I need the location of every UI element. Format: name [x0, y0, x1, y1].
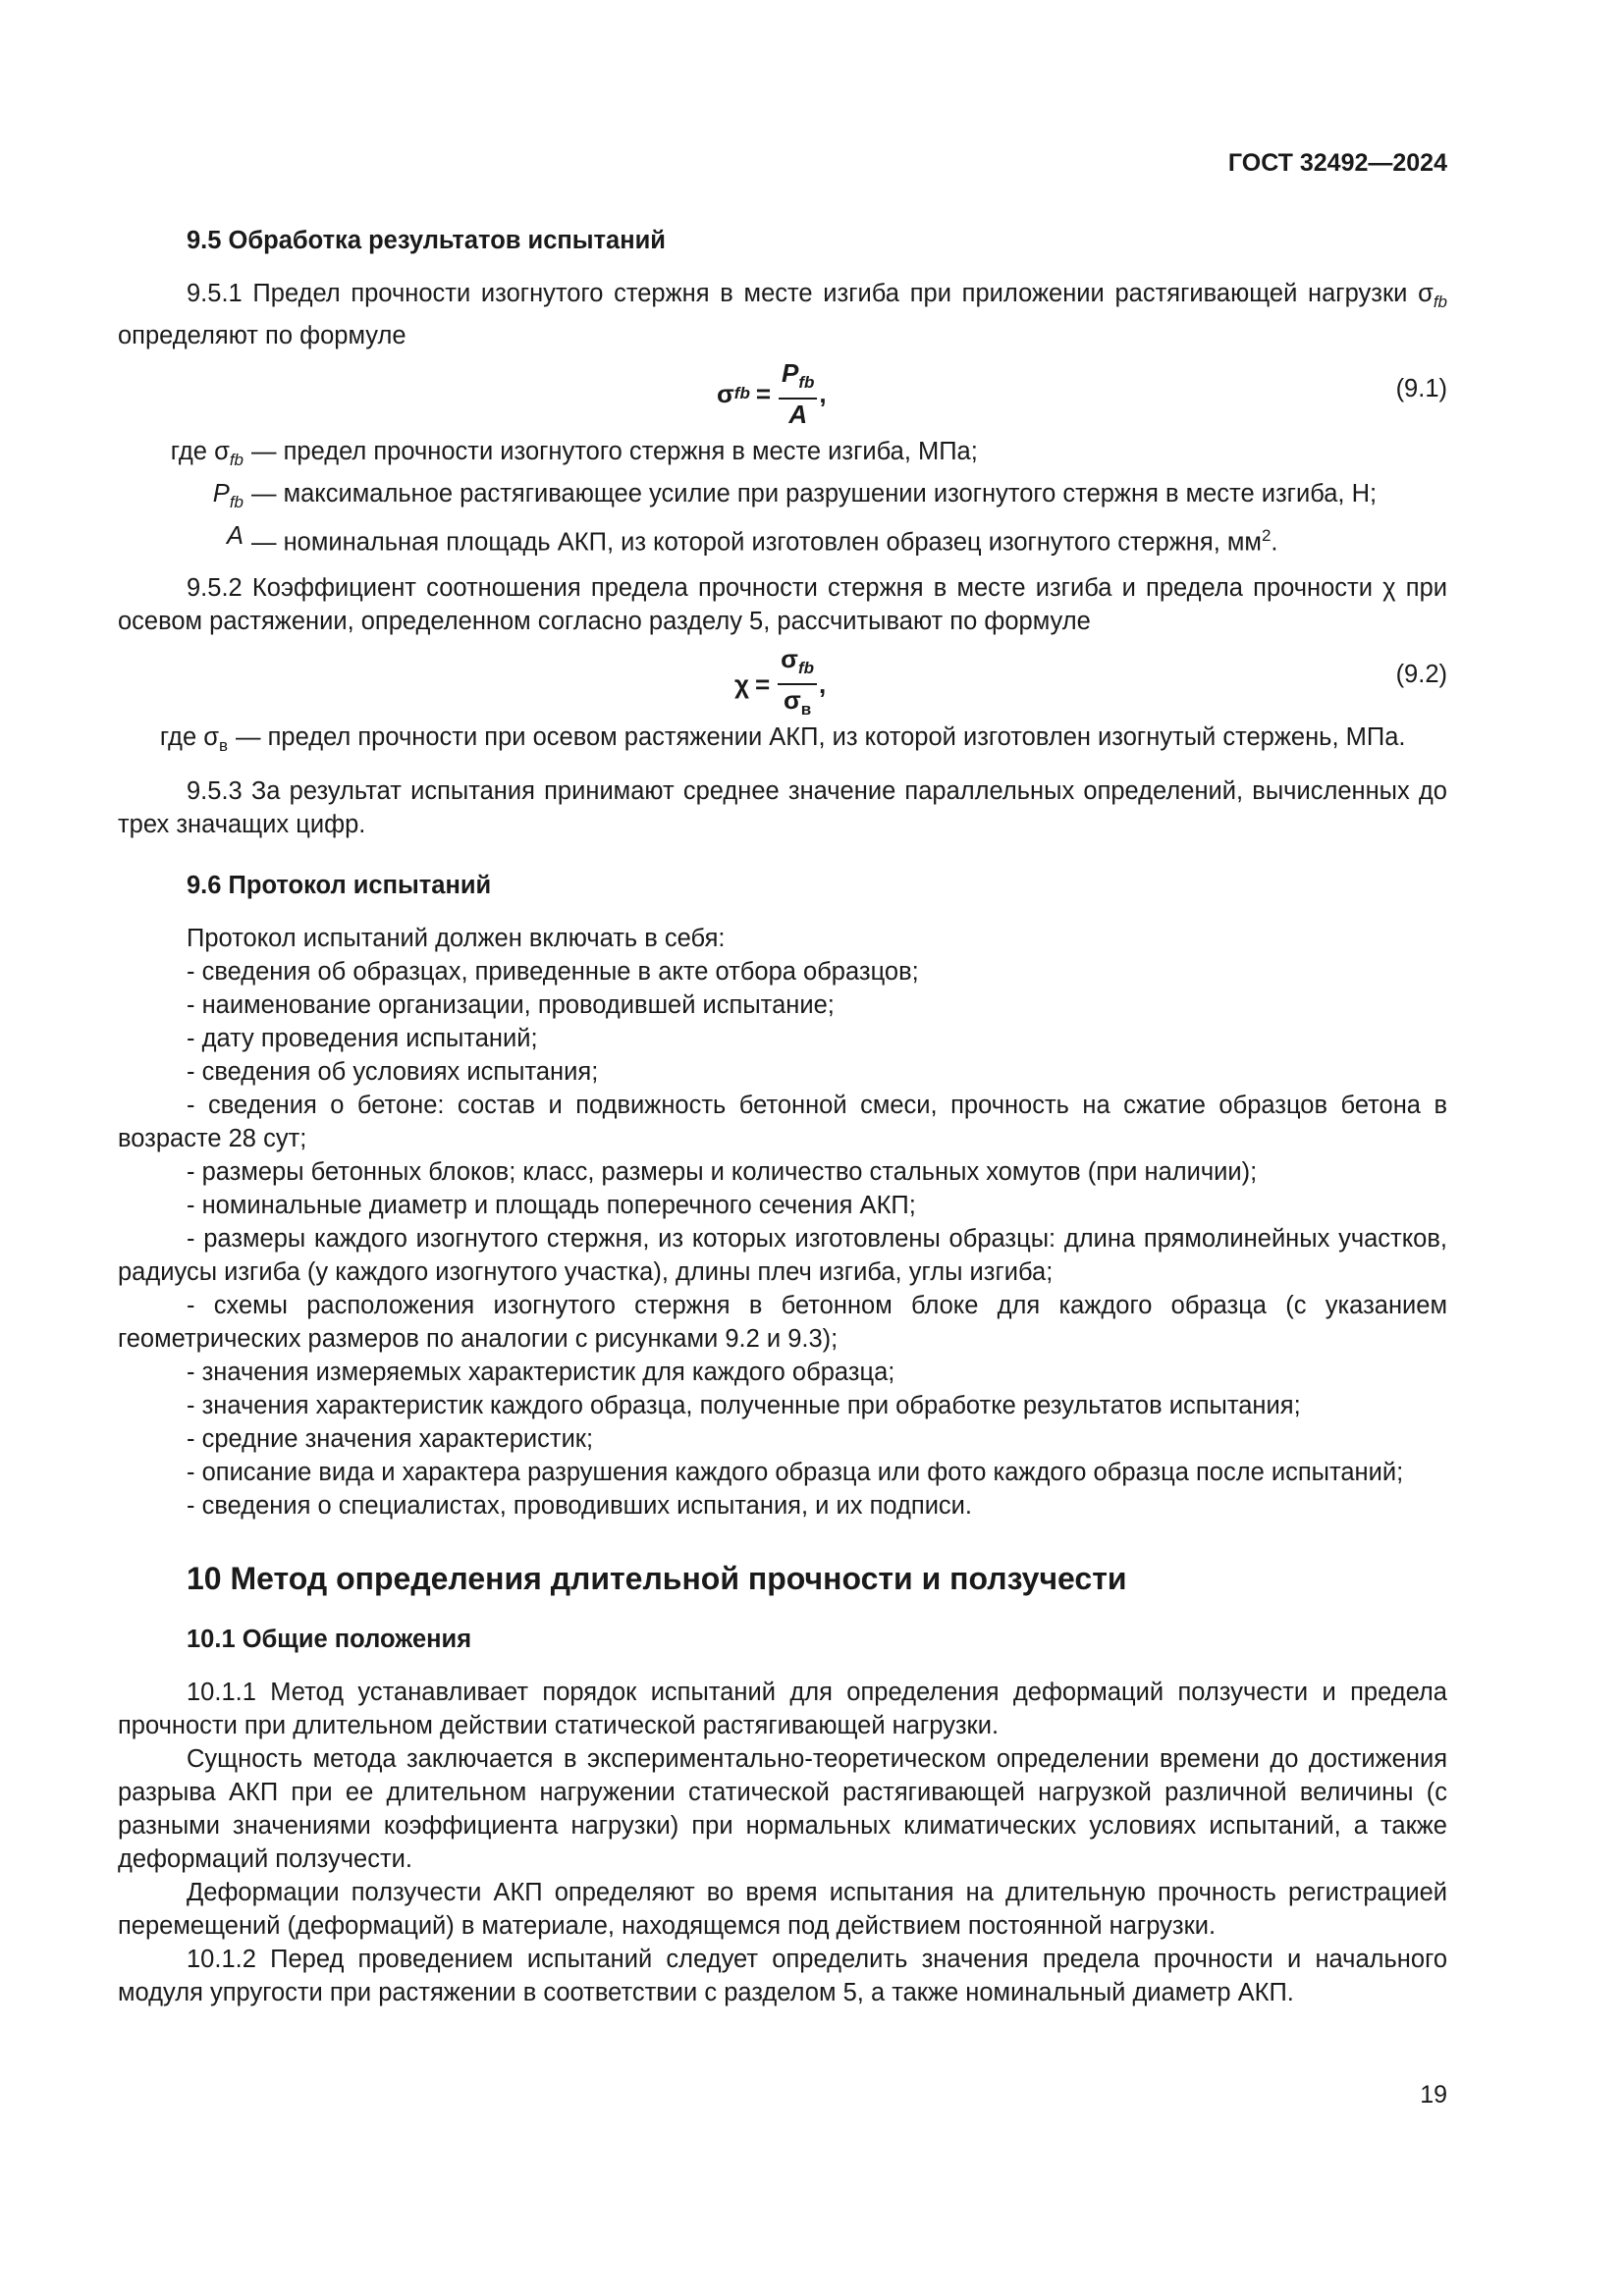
paragraph-10-1-1: 10.1.1 Метод устанавливает порядок испытаний для определения деформаций ползучести и предела прочности при длительном действии статической растягивающей нагрузки.	[118, 1678, 1447, 1739]
paragraph-10-1-2: 10.1.2 Перед проведением испытаний следует определить значения предела прочности и начального модуля упругости при растяжении в соответствии с разделом 5, а также номинальный диаметр АКП.	[118, 1945, 1447, 2006]
formula-9-1-fraction: $\frac{P_{fb}}{A}$	[779, 358, 817, 429]
paragraph-9-5-2: 9.5.2 Коэффициент соотношения предела прочности стержня в месте изгиба и предела прочности χ при осевом растяжении, определенном согласно разделу 5, рассчитывают по формуле	[118, 573, 1447, 635]
formula-9-2-number: (9.2)	[1395, 660, 1447, 688]
list-item: - значения характеристик каждого образца, полученные при обработке результатов испытания;	[187, 1391, 1301, 1419]
where-item: где $\sigma_в$ — предел прочности при осевом растяжении АКП, из которой изготовлен изогнутый стержень, МПа.	[159, 722, 1406, 755]
where-list-9-1	[118, 435, 1447, 560]
page-content	[118, 224, 1447, 2009]
list-item: - средние значения характеристик;	[187, 1424, 594, 1453]
list-item: - значения измеряемых характеристик для каждого образца;	[187, 1358, 895, 1386]
list-item: - сведения об условиях испытания;	[187, 1057, 599, 1086]
list-item: - сведения об образцах, приведенные в акте отбора образцов;	[187, 957, 919, 986]
list-item: - размеры бетонных блоков; класс, размеры и количество стальных хомутов (при наличии);	[187, 1157, 1258, 1186]
formula-9-1-number: (9.1)	[1395, 375, 1447, 403]
where-item: A — номинальная площадь АКП, из которой изготовлен образец изогнутого стержня, $мм^2$.	[226, 522, 1278, 557]
paragraph-9-5-3: 9.5.3 За результат испытания принимают среднее значение параллельных определений, вычисленных до трех значащих цифр.	[118, 776, 1447, 838]
list-item: - наименование организации, проводившей испытание;	[187, 990, 835, 1019]
standard-code: ГОСТ 32492—2024	[1227, 149, 1447, 177]
list-item: - сведения о бетоне: состав и подвижность бетонной смеси, прочность на сжатие образцов бетона в возрасте 28 сут;	[118, 1091, 1447, 1152]
formula-9-2-fraction: $\frac{\sigma_{fb}}{\sigma_в}$	[778, 644, 817, 724]
paragraph: Деформации ползучести АКП определяют во время испытания на длительную прочность регистрацией перемещений (деформаций) в материале, находящемся под действием постоянной нагрузки.	[118, 1878, 1447, 1940]
where-item: $P_{fb}$ — максимальное растягивающее усилие при разрушении изогнутого стержня в месте изгиба, Н;	[212, 480, 1378, 512]
section-9-5-title: 9.5 Обработка результатов испытаний	[187, 227, 666, 254]
paragraph-9-5-1: 9.5.1 Предел прочности изогнутого стержня в месте изгиба при приложении растягивающей нагрузки $\sigma_{fb}$ определяют по формуле	[118, 280, 1447, 350]
where-item: где $\sigma_{fb}$ — предел прочности изогнутого стержня в месте изгиба, МПа;	[170, 438, 978, 470]
paragraph: Сущность метода заключается в экспериментально-теоретическом определении времени до достижения разрыва АКП при ее длительном нагружении статической растягивающей нагрузкой различной величины (с разными значениями коэффициента нагрузки) при нормальных климатических условиях испытаний, а также деформаций ползучести.	[118, 1744, 1447, 1873]
list-item: - описание вида и характера разрушения каждого образца или фото каждого образца после испытаний;	[187, 1458, 1404, 1486]
protocol-intro: Протокол испытаний должен включать в себя:	[187, 924, 726, 952]
where-list-9-2	[118, 721, 1447, 763]
section-9-6-title: 9.6 Протокол испытаний	[187, 871, 492, 899]
protocol-list	[118, 955, 1447, 1522]
list-item: - сведения о специалистах, проводивших испытания, и их подписи.	[187, 1491, 973, 1520]
list-item: - номинальные диаметр и площадь поперечного сечения АКП;	[187, 1191, 916, 1219]
page-number: 19	[1420, 2081, 1447, 2109]
list-item: - размеры каждого изогнутого стержня, из которых изготовлены образцы: длина прямолинейных участков, радиусы изгиба (у каждого изогнутого участка), длины плеч изгиба, углы изгиба;	[118, 1224, 1447, 1286]
list-item: - дату проведения испытаний;	[187, 1024, 538, 1052]
section-10-1-title: 10.1 Общие положения	[187, 1625, 472, 1653]
section-10-title: 10 Метод определения длительной прочности и ползучести	[187, 1560, 1127, 1596]
list-item: - схемы расположения изогнутого стержня в бетонном блоке для каждого образца (с указанием геометрических размеров по аналогии с рисунками 9.2 и 9.3);	[118, 1291, 1447, 1353]
formula-9-1: σ fb = $\frac{P_{fb}}{A}$ , (9.1)	[717, 358, 1447, 430]
formula-9-2: χ = $\frac{\sigma_{fb}}{\sigma_в}$ , (9.2)	[118, 638, 1447, 721]
